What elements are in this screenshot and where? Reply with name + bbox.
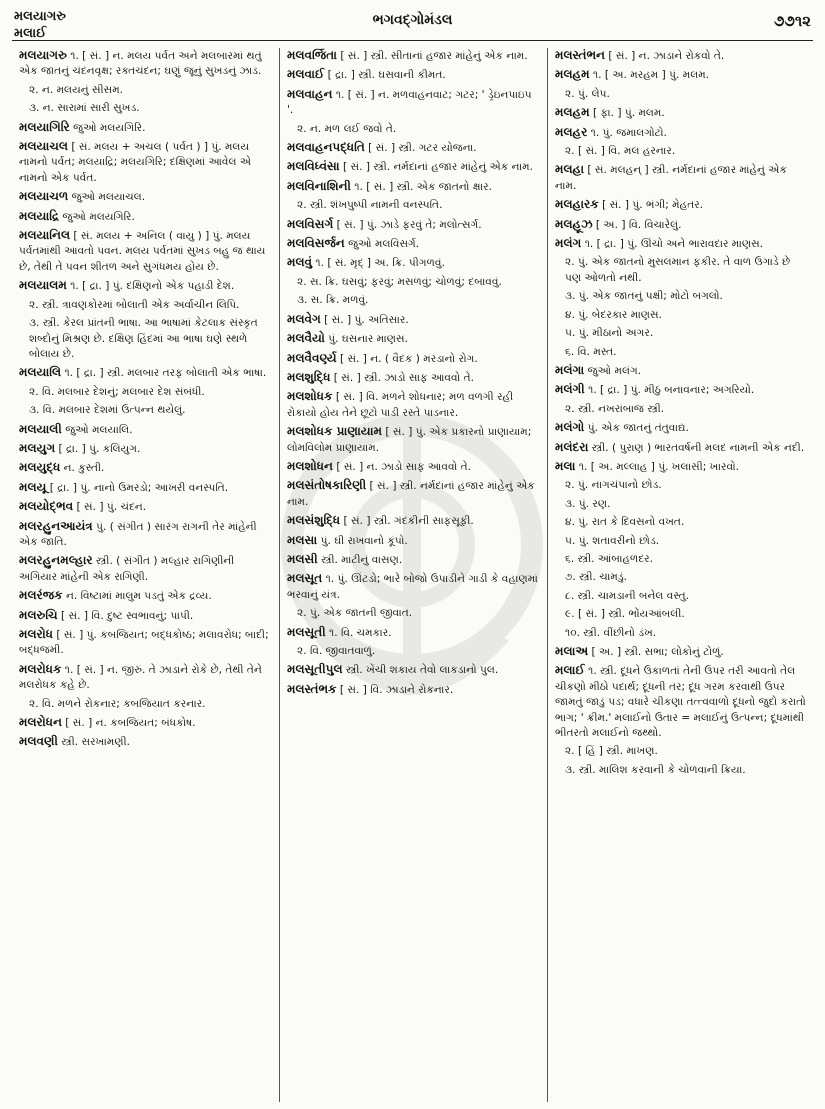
dictionary-entry (19, 441, 272, 457)
definition-text: ૨. [ સં. ] વિ. મલ હરનાર. (565, 145, 676, 158)
definition-text: સ્ત્રી. ( સંગીત ) મલ્હાર રાગિણીની અગિયાર માંહેની એક રાગિણી. (19, 555, 235, 583)
headword: મલયાનિલ (19, 228, 71, 243)
dictionary-entry (19, 139, 272, 186)
headword: મલા (555, 458, 576, 473)
definition-text: જુઓ મલયગિરિ. (62, 210, 135, 223)
definition-text: સ્ત્રી. સરખામણી. (61, 736, 130, 749)
dictionary-entry (287, 662, 540, 678)
page-number: ૭૭૧૨ (773, 12, 811, 30)
dictionary-entry (19, 662, 272, 694)
dictionary-entry (19, 209, 272, 225)
column-1 (12, 48, 279, 1102)
dictionary-entry (555, 67, 808, 83)
headword: મલયાગરુ (19, 48, 67, 62)
definition-text: [ સં. ] સ્ત્રી. નર્મદાનાં હજાર માંહેનું એક નામ. (287, 480, 535, 508)
dictionary-entry (19, 627, 272, 659)
dictionary-entry (19, 189, 272, 205)
sub-sense (555, 87, 808, 102)
definition-text: [ સં. ] પું. કબજિયત; બદ્ધકોષ્ઠ; મલાવરોધ; બાદી; બદ્ધજમી. (19, 629, 269, 657)
headword: મલસા (287, 532, 318, 547)
definition-text: ૨. વિ. મળને રોકનાર; કબજિયાત કરનાર. (29, 697, 206, 710)
definition-text: ૧. [ સં. ] ન. મલય પર્વત અને મલબારમાં થતું એક જાતનું ચંદનવૃક્ષ; રક્તચંદન; ઘણું જૂનું સુખડનું ઝાડ. (19, 50, 262, 78)
headword: મલસંતોષકારિણી (287, 478, 367, 493)
dictionary-entry (287, 351, 540, 367)
definition-text: ૬. સ્ત્રી. આંબાહળદર. (565, 552, 654, 565)
definition-text: ૧. પું. ઊંટડો; ભારે બોજો ઉપાડીને ગાડી કે વહાણમાં ભરવાનું યંત્ર. (287, 573, 538, 601)
definition-text: [ સં. ] પું. ચંદન. (76, 501, 147, 514)
definition-text: [ ફા. ] પું. મલમ. (592, 107, 665, 120)
headword: મલાઅ (555, 644, 589, 658)
headword: મલંગો (555, 420, 585, 435)
definition-text: [ સં. ] સ્ત્રી. ગંદકીની સાફસૂફી. (343, 515, 474, 528)
headword: મલસૂતી (287, 624, 326, 639)
sub-sense (555, 515, 808, 530)
definition-text: ૮. સ્ત્રી. ચામડાની બનેલ વસ્તુ. (565, 589, 690, 602)
definition-text: [ સં. ] સ્ત્રી. નર્મદાનાં હજાર માંહેનું એક નામ. (343, 161, 533, 174)
definition-text: [ દ્રા. ] પું. કલિયુગ. (58, 442, 141, 455)
dictionary-entry (287, 552, 540, 568)
sub-sense (555, 763, 808, 778)
dictionary-entry (19, 608, 272, 624)
definition-text: સ્ત્રી. માટીનું વાસણ. (321, 553, 403, 566)
definition-text: પું. ઘી રાખવાનો કૂંપો. (320, 534, 408, 547)
headword: મલયાલમ (19, 278, 67, 293)
definition-text: [ સં. ] સ્ત્રી. ગટર યોજના. (368, 142, 477, 155)
definition-text: પું. ( સંગીત ) સારંગ રાગની તેર માંહેની એક જાતિ. (19, 520, 257, 548)
definition-text: ૨. ન. મલયનું સીસમ. (29, 83, 124, 96)
definition-text: ૩. સ. ક્રિ. મળવું. (297, 294, 369, 307)
definition-text: ૩. ન. સારામાં સારી સુખડ. (29, 102, 140, 115)
dictionary-entry (555, 663, 808, 741)
headword: મલહા (555, 162, 585, 177)
headword: મલાઈ (555, 663, 585, 678)
definition-text: જુઓ મલયાચલ. (71, 191, 146, 204)
dictionary-entry (555, 440, 808, 456)
definition-text: [ સં. ] પું. ઝાડે ફરવું તે; મલોત્સર્ગ. (336, 218, 482, 231)
dictionary-entry (19, 519, 272, 551)
dictionary-entry (555, 162, 808, 194)
dictionary-entry (287, 513, 540, 529)
definition-text: ૪. પું. રાત કે દિવસનો વખત. (565, 516, 685, 529)
headword: મલસી (287, 551, 318, 566)
dictionary-entry (19, 460, 272, 476)
guide-word-last: મલાઈ (14, 26, 47, 41)
definition-text: ૨. વિ. જીવાતવાળું. (297, 645, 376, 657)
dictionary-entry (287, 370, 540, 386)
sub-sense (19, 697, 272, 712)
headword: મલહમ (555, 67, 590, 82)
headword: મલસૂત (287, 571, 323, 586)
definition-text: [ સં. ] ન. કબજિયત; બંધકોષ. (65, 717, 196, 730)
dictionary-entry (555, 48, 808, 64)
sub-sense (19, 298, 272, 313)
definition-text: સ્ત્રી. ખેંચી શકાય તેવો લાકડાનો પુલ. (345, 664, 499, 677)
dictionary-entry (19, 499, 272, 515)
dictionary-entry (287, 571, 540, 603)
definition-text: [ સં. ] ન. ઝાડાને રોકવો તે. (608, 50, 725, 62)
dictionary-entry (555, 382, 808, 398)
headword: મલવિસર્જન (287, 236, 345, 251)
definition-text: ૫. પું. શતાવરીનો છોડ. (565, 534, 660, 547)
definition-text: ૨. સ્ત્રી. નખરાંબાજ સ્ત્રી. (565, 402, 665, 415)
definition-text: [ દ્રા. ] સ્ત્રી. ઘસવાની કીમત. (327, 69, 446, 82)
dictionary-entry (287, 87, 540, 119)
headword: મલવિધ્વંસા (287, 159, 340, 174)
guide-word-first: મલયાગરુ (14, 9, 66, 24)
dictionary-entry (287, 217, 540, 233)
dictionary-entry (19, 480, 272, 496)
definition-text: ૭. સ્ત્રી. ચામડું. (565, 571, 628, 584)
definition-text: ૧. [ દ્રા. ] સ્ત્રી. મલબાર તરફ બોલાતી એક ભાષા. (64, 367, 267, 380)
dictionary-entry (19, 422, 272, 438)
definition-text: ન. વિષ્ટામાં માલુમ પડતું એક દ્રવ્ય. (65, 590, 212, 603)
sub-sense (19, 385, 272, 400)
dictionary-entry (555, 236, 808, 252)
headword: મલયુદ્ધ (19, 460, 61, 475)
dictionary-entry (555, 125, 808, 141)
sub-sense (555, 255, 808, 286)
dictionary-entry (19, 278, 272, 294)
headword: મલરહુનઆયંત્ર (19, 518, 93, 533)
headword: મલવું (287, 255, 313, 270)
dictionary-entry (19, 48, 272, 80)
definition-text: ૨. પું. નાગચંપાનો છોડ. (565, 479, 662, 492)
definition-text: ૧. વિ. ચમકાર. (329, 626, 392, 639)
definition-text: [ સં. ] પું. અતિસાર. (324, 313, 409, 326)
definition-text: ૪. પું. બેદરકાર માણસ. (565, 308, 662, 321)
definition-text: ૩. વિ. મલબાર દેશમાં ઉત્પન્ન થયેલું. (29, 404, 186, 417)
dictionary-entry (19, 228, 272, 275)
headword: મલયાચળ (19, 189, 69, 204)
definition-text: જુઓ મલયાલિ. (65, 423, 133, 436)
headword: મલરુચિ (19, 607, 58, 622)
headword: મલવિનાશિની (287, 178, 351, 193)
definition-text: ૧. પું. જમાલગોટો. (590, 126, 667, 139)
sub-sense (555, 552, 808, 567)
sub-sense (287, 644, 540, 659)
headword: મલસ્તંભન (555, 48, 605, 62)
sub-sense (19, 403, 272, 418)
headword: મલવર્જિતા (287, 48, 337, 62)
definition-text: જુઓ મલંગ. (587, 364, 642, 377)
definition-text: [ અ. ] વિ. વિચારેલું. (595, 218, 682, 231)
headword: મલરહુનમલ્હાર (19, 553, 93, 568)
definition-text: ૨. વિ. મલબાર દેશનું; મલબાર દેશ સંબંધી. (29, 385, 205, 398)
definition-text: [ સં. ] વિ. દુષ્ટ સ્વભાવનું; પાપી. (61, 609, 194, 622)
sub-sense (555, 497, 808, 512)
headword: મલવિસર્ગ (287, 216, 334, 231)
sub-sense (555, 570, 808, 585)
definition-text: ૧. [ અ. મલ્લાહ ] પું. ખલાસી; ખારવો. (578, 460, 740, 473)
headword: મલવાઈ (287, 67, 325, 82)
dictionary-entry (19, 120, 272, 136)
headword: મલયુગ (19, 440, 56, 455)
sub-sense (287, 293, 540, 308)
headword: મલરંજક (19, 588, 63, 603)
dictionary-entry (287, 255, 540, 271)
headword: મલયાલી (19, 421, 62, 436)
dictionary-entry (287, 331, 540, 347)
sub-sense (555, 534, 808, 549)
headword: મલરોધક (19, 661, 62, 676)
definition-text: [ સં. મલહન્ ] સ્ત્રી. નર્મદાનાં હજાર માંહેનું એક નામ. (555, 164, 787, 192)
definition-text: [ અ. ] સ્ત્રી. સભા; લોકોનું ટોળું. (591, 646, 724, 658)
definition-text: ૨. સ્ત્રી. શંખપુષ્પી નામની વનસ્પતિ. (297, 199, 443, 212)
dictionary-entry (555, 459, 808, 475)
sub-sense (555, 744, 808, 759)
dictionary-entry (555, 644, 808, 660)
headword: મલરોધન (19, 715, 62, 730)
dictionary-entry (555, 197, 808, 213)
definition-text: ૨. પું. એક જાતની જીવાત. (297, 607, 413, 620)
headword: મલંગી (555, 382, 585, 397)
headword: મલહમ (555, 105, 590, 120)
definition-text: ૩. સ્ત્રી. માલિશ કરવાની કે ચોળવાની ક્રિયા. (565, 763, 746, 776)
definition-text: ૧. [ સં. ] ન. મળવાહનવાટ; ગટર; ' ડ્રેઇનપાઇપ '. (287, 88, 532, 117)
headword: મલયાગિરિ (19, 119, 70, 134)
definition-text: ૧. [ દ્રા. ] પું. મીઠું બનાવનાર; અગરિયો. (588, 384, 755, 397)
headword: મલશોધન (287, 458, 333, 473)
dictionary-entry (287, 48, 540, 64)
definition-text: ૩. સ્ત્રી. કેરલ પ્રાંતની ભાષા. આ ભાષામાં કેટલાક સંસ્કૃત શબ્દોનું મિશ્રણ છે. દક્ષિણ હિંદમાં આ ભાષા ઘણે સ્થળે બોલાય છે. (29, 317, 258, 360)
definition-text: ન. કુસ્તી. (63, 462, 105, 475)
headword: મલવાહન (287, 86, 333, 101)
headword: મલશુદ્ધિ (287, 369, 331, 384)
headword: મલવણી (19, 734, 58, 749)
sub-sense (555, 402, 808, 417)
definition-text: [ સં. ] વિ. મળને શોધનાર; મળ વળગી રહી રોકાયો હોય તેને છૂટો પાડી રસ્તે પાડનાર. (287, 391, 514, 419)
column-2 (279, 48, 547, 1102)
headword: મલશોધક (287, 389, 333, 404)
dictionary-entry (287, 533, 540, 549)
dictionary-entry (555, 363, 808, 379)
headword: મલયાદ્રિ (19, 208, 60, 223)
headword: મલયાલિ (19, 365, 62, 380)
definition-text: જુઓ મલયગિરિ. (73, 121, 146, 134)
column-3 (547, 48, 815, 1102)
headword: મલહર (555, 124, 588, 139)
headword: મલંગા (555, 362, 585, 377)
definition-text: ૨. [ હિં ] સ્ત્રી. માખણ. (565, 745, 658, 758)
headword: મલશોધક પ્રાણાયામ (287, 424, 383, 439)
headword: મલંગ (555, 236, 582, 251)
definition-text: ૧. [ અ. મરહમ ] પું. મલમ. (592, 69, 710, 82)
definition-text: [ સં. ] સ્ત્રી. ઝાડો સાફ આવવો તે. (333, 371, 475, 384)
definition-text: ૨. પું. લેપ. (565, 87, 610, 100)
headword: મલયૂ (19, 479, 47, 494)
headword: મલસૂતીપુલ (287, 662, 343, 677)
dictionary-entry (19, 365, 272, 381)
dictionary-entry (19, 715, 272, 731)
definition-text: ૧. [ દ્રા. ] પું. ઊંચો અને ભારાવદાર માણસ. (584, 238, 764, 251)
definition-text: ૩. પું. એક જાતનું પક્ષી; મોટો બગલો. (565, 290, 723, 303)
definition-text: ૨. સ્ત્રી. ત્રાવણકોરમાં બોલાતી એક અર્વાચીન લિપિ. (29, 298, 240, 311)
definition-text: ૯. [ સં. ] સ્ત્રી. ભોંયઆંબલી. (565, 608, 685, 621)
definition-text: [ સં. મલય + અનિલ ( વાયુ ) ] પું. મલય પર્વતમાંથી આવતો પવન. મલય પર્વતમાં સુખડ બહુ જ થાય છે, તેથી તે પવન શીતળ અને સુગંધમય હોય છે. (19, 230, 266, 273)
sub-sense (19, 83, 272, 98)
headword: મલવાહનપદ્ધતિ (287, 140, 365, 155)
headword: મલસ્તંભક (287, 681, 337, 696)
sub-sense (287, 122, 540, 137)
headword: મલરોધ (19, 627, 53, 641)
dictionary-entry (287, 312, 540, 328)
definition-text: [ સં. ] પું. એક પ્રકારનો પ્રાણાયામ; લોમવિલોમ પ્રાણાયામ. (287, 426, 532, 454)
dictionary-entry (287, 140, 540, 156)
headword: મલયોદ્ભવ (19, 499, 74, 514)
header-rule (12, 40, 813, 41)
definition-text: ૧. સ્ત્રી. દૂધને ઉકાળતાં તેની ઉપર તરી આવતો તેલ ચીકણો મીઠો પદાર્થ; દૂધની તર; દૂધ ગરમ કરવાથી ઉપર જામતું જાડું પડ; વધારે ચીકણા તત્ત્વવાળો દૂધનો જુદો કરાતો ભાગ; ' ક્રીમ.' મલાઈનો ઉતાર = મલાઈનું ઉત્પન્ન; દૂધમાંથી ભીતરતો મલાઈનો જથ્થો. (555, 665, 806, 740)
definition-text: ૫. પું. મીઠાનો અગર. (565, 327, 654, 340)
headword: મલવૈયો (287, 331, 325, 346)
dictionary-entry (555, 420, 808, 436)
dictionary-entry (19, 553, 272, 585)
sub-sense (555, 345, 808, 360)
sub-sense (555, 308, 808, 323)
sub-sense (555, 326, 808, 341)
columns-container (12, 48, 815, 1102)
sub-sense (555, 626, 808, 641)
dictionary-entry (287, 459, 540, 475)
definition-text: ૧. [ દ્રા. ] પું. દક્ષિણનો એક પહાડી દેશ. (70, 280, 235, 293)
dictionary-entry (287, 179, 540, 195)
definition-text: ૨. પું. એક જાતનો મુસલમાન ફકીર. તે વાળ ઉગાડે છે પણ ઓળતો નથી. (565, 256, 791, 284)
sub-sense (19, 101, 272, 116)
sub-sense (555, 589, 808, 604)
sub-sense (287, 606, 540, 621)
dictionary-entry (287, 424, 540, 456)
definition-text: ૧. [ સં. ] ન. જીરું. તે ઝાડાને રોકે છે, તેથી તેને મલરોધક કહે છે. (19, 663, 262, 692)
dictionary-entry (287, 236, 540, 252)
definition-text: [ સં. ] ન. ઝાડો સાફ આવવો તે. (336, 460, 471, 473)
definition-text: જુઓ મલવિસર્ગ. (348, 238, 420, 251)
definition-text: [ સં. મલય + અચલ ( પર્વત ) ] પું. મલય નામનો પર્વત; મલયાદ્રિ; મલયગિરિ; દક્ષિણમાં આવેલ એ નામનો એક પર્વત. (19, 141, 252, 184)
dictionary-entry (19, 588, 272, 604)
dictionary-entry (287, 478, 540, 510)
headword: મલવેગ (287, 311, 321, 326)
sub-sense (287, 198, 540, 213)
definition-text: ૧. [ સં. ] સ્ત્રી. એક જાતનો ક્ષાર. (354, 180, 492, 193)
definition-text: ૨. સ. ક્રિ. ઘસવું; ફરવું; મસળવું; ચોળવું; દબાવવું. (297, 275, 502, 288)
definition-text: [ દ્રા. ] પું. નાનો ઉમરડો; આખરી વનસ્પતિ. (49, 481, 229, 494)
dictionary-entry (19, 734, 272, 750)
dictionary-entry (287, 67, 540, 83)
definition-text: ૧. [ સં. મૃદ્ ] અ. ક્રિ. પીગળવું. (315, 257, 445, 270)
definition-text: [ સં. ] પું. ભંગી; મેહતર. (602, 199, 704, 212)
dictionary-entry (287, 625, 540, 641)
dictionary-entry (287, 159, 540, 175)
sub-sense (287, 275, 540, 290)
definition-text: ૨. ન. મળ લઈ જવો તે. (297, 122, 397, 135)
headword: મલહૂઝ (555, 216, 593, 231)
headword: મલંદરા (555, 439, 589, 454)
definition-text: સ્ત્રી. ( પુરાણ ) ભારતવર્ષની મલદ નામની એક નદી. (591, 441, 805, 454)
headword: મલયાચલ (19, 139, 68, 154)
sub-sense (555, 289, 808, 304)
dictionary-entry (287, 389, 540, 421)
sub-sense (555, 478, 808, 493)
definition-text: ૩. પું. રણ. (565, 497, 611, 510)
headword: મલસંશુદ્ધિ (287, 513, 341, 528)
sub-sense (19, 316, 272, 362)
page-title: ભગવદ્ગોમંડલ (372, 12, 453, 28)
dictionary-entry (555, 105, 808, 121)
dictionary-entry (287, 682, 540, 698)
dictionary-entry (555, 217, 808, 233)
definition-text: [ સં. ] ન. ( વૈદક ) મરડાનો રોગ. (339, 352, 478, 365)
headword: મલહારક (555, 197, 599, 212)
definition-text: ૧૦. સ્ત્રી. વીંછીનો ડંખ. (565, 626, 657, 639)
sub-sense (555, 144, 808, 159)
definition-text: ૬. વિ. મસ્ત. (565, 345, 617, 358)
headword: મલવૈવર્ણ્ય (287, 350, 337, 365)
definition-text: [ સં. ] સ્ત્રી. સીતાનાં હજાર માંહેનું એક નામ. (340, 50, 528, 62)
sub-sense (555, 607, 808, 622)
definition-text: પું. એક જાતનું તંતુવાદ્ય. (587, 422, 689, 435)
definition-text: પું. ઘસનાર માણસ. (328, 333, 408, 346)
definition-text: [ સં. ] વિ. ઝાડાને રોકનાર. (339, 683, 454, 696)
